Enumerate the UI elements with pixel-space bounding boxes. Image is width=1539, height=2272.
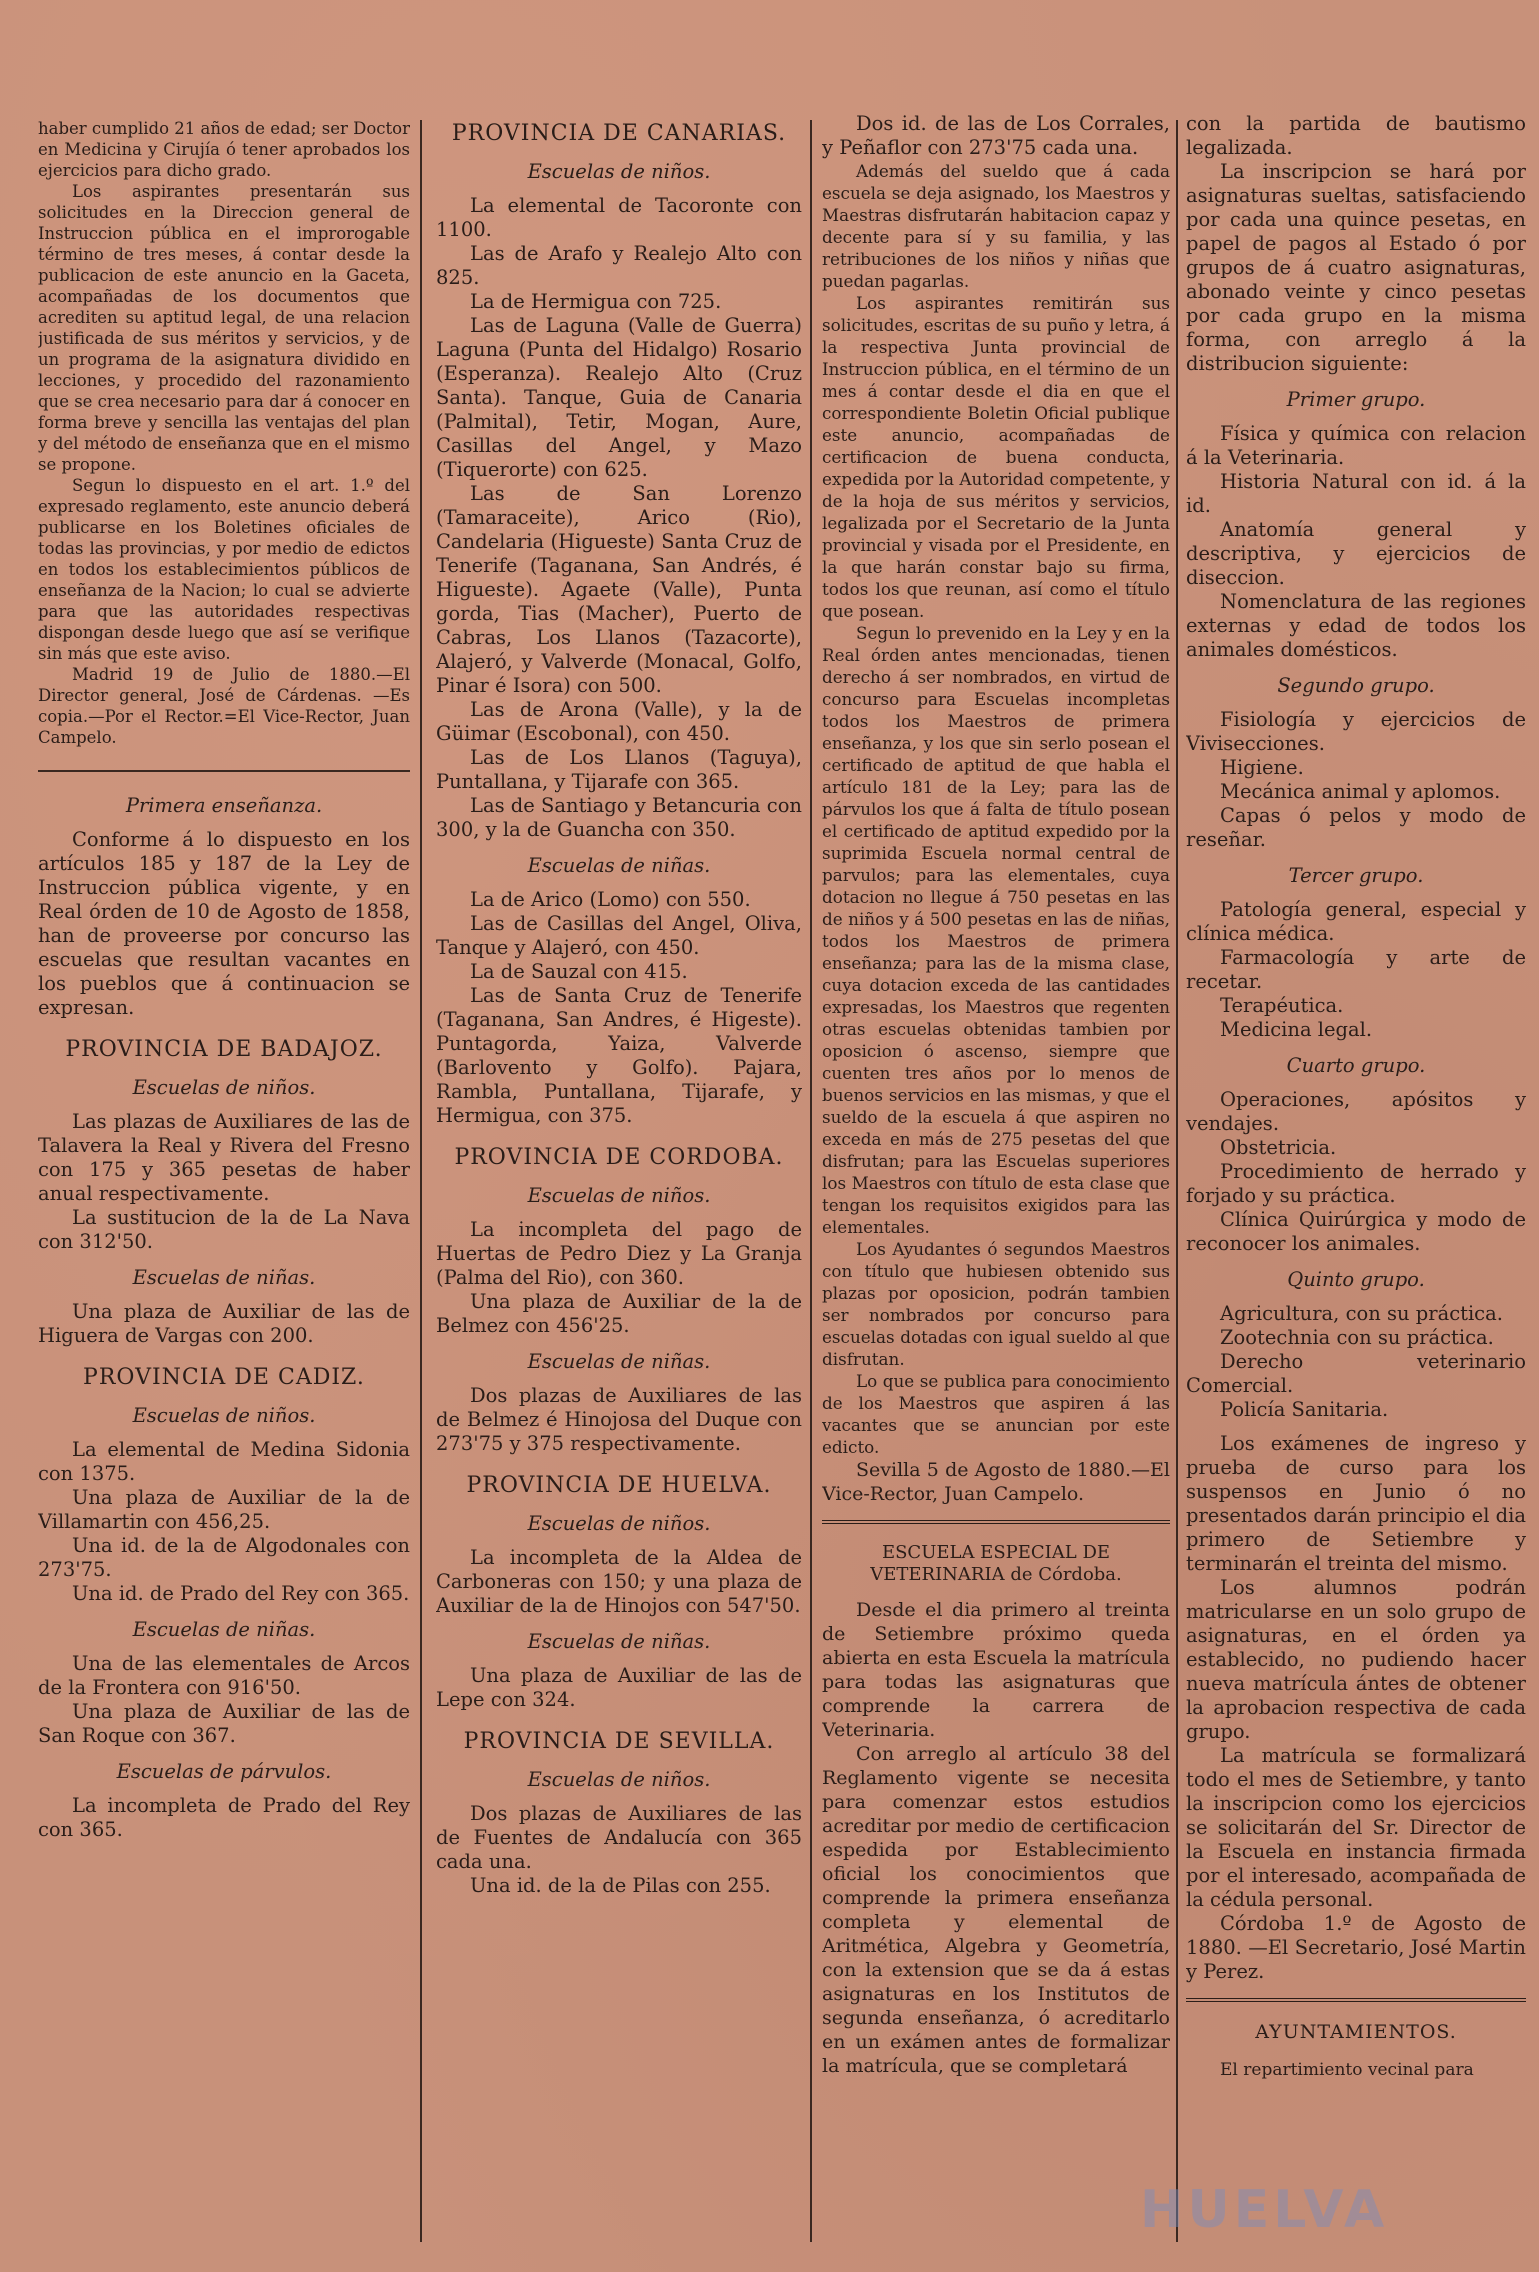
paragraph: Una id. de la de Pilas con 255. (470, 1874, 771, 1897)
paragraph: Conforme á lo dispuesto en los artículos 185 y 187 de la Ley de Instruccion pública vigente, y en Real órden de 10 de Agosto de 1858, han de proveerse por concurso las escuelas que resultan vacantes en los pueblos que á continuacion se expresan. (38, 828, 410, 1019)
signature: Córdoba 1.º de Agosto de 1880. —El Secretario, José Martin y Perez. (1186, 1912, 1526, 1983)
paragraph: La matrícula se formalizará todo el mes de Setiembre, y tanto la inscripcion como los ejercicios se solicitarán del Sr. Director de la Escuela en instancia firmada por el interesado, acompañada de la cédula personal. (1186, 1744, 1526, 1911)
paragraph: Una plaza de Auxiliar de la de Villamartin con 456,25. (38, 1486, 410, 1533)
paragraph: La elemental de Tacoronte con 1100. (436, 194, 802, 241)
province-title: PROVINCIA DE BADAJOZ. (65, 1037, 383, 1062)
list-item: Obstetricia. (1220, 1136, 1337, 1159)
column-4 (1186, 112, 1526, 2232)
paragraph: Una id. de Prado del Rey con 365. (72, 1582, 410, 1605)
paragraph: La incompleta del pago de Huertas de Pedro Diez y La Granja (Palma del Rio), con 360. (436, 1218, 802, 1289)
group-title: Cuarto grupo. (1286, 1054, 1426, 1077)
column-rule (1176, 120, 1178, 2242)
paragraph: La inscripcion se hará por asignaturas sueltas, satisfaciendo por cada una quince pesetas, en papel de pagos al Estado ó por grupos de á cuatro asignaturas, abonado veinte y cinco pesetas por cada grupo en la misma forma, con arreglo á la distribucion siguiente: (1186, 160, 1526, 375)
paragraph: La de Arico (Lomo) con 550. (470, 888, 751, 911)
school-type: Escuelas de niños. (527, 1768, 711, 1791)
paragraph: haber cumplido 21 años de edad; ser Doctor en Medicina y Cirujía ó tener aprobados los ejercicios para dicho grado. (38, 119, 410, 180)
paragraph: Las de Arafo y Realejo Alto con 825. (436, 242, 802, 289)
list-item: Higiene. (1220, 756, 1304, 779)
province-title: PROVINCIA DE CANARIAS. (451, 121, 787, 146)
list-item: Agricultura, con su práctica. (1220, 1302, 1503, 1325)
separator (822, 1520, 1170, 1524)
paragraph: La incompleta de la Aldea de Carboneras con 150; y una plaza de Auxiliar de la de Hinojos con 547'50. (436, 1546, 802, 1617)
list-item: Procedimiento de herrado y forjado y su práctica. (1186, 1160, 1526, 1207)
paragraph: Dos id. de las de Los Corrales, y Peñaflor con 273'75 cada una. (822, 112, 1170, 159)
paragraph: Las de Santiago y Betancuria con 300, y la de Guancha con 350. (436, 794, 802, 841)
list-item: Clínica Quirúrgica y modo de reconocer los animales. (1186, 1208, 1526, 1255)
separator (1186, 1998, 1526, 2002)
paragraph: La de Sauzal con 415. (470, 960, 688, 983)
paragraph: Una de las elementales de Arcos de la Frontera con 916'50. (38, 1652, 410, 1699)
paragraph: Las plazas de Auxiliares de las de Talavera la Real y Rivera del Fresno con 175 y 365 pesetas de haber anual respectivamente. (38, 1110, 410, 1205)
list-item: Zootechnia con su práctica. (1220, 1326, 1494, 1349)
section-subtitle: Primera enseñanza. (125, 794, 323, 817)
school-type: Escuelas de niñas. (527, 1630, 711, 1653)
paragraph: Las de San Lorenzo (Tamaraceite), Arico (Rio), Candelaria (Higueste) Santa Cruz de Tenerife (Taganana, San Andrés, é Higueste). Agaete (Valle), Punta gorda, Tias (Macher), Puerto de Cabras, Los Llanos (Tazacorte), Alajeró, y Valverde (Monacal, Golfo, Pinar é Isora) con 500. (436, 482, 802, 697)
paragraph: Una id. de la de Algodonales con 273'75. (38, 1534, 410, 1581)
province-title: PROVINCIA DE SEVILLA. (463, 1729, 775, 1754)
column-rule (420, 120, 422, 2242)
list-item: Farmacología y arte de recetar. (1186, 946, 1526, 993)
signature: Sevilla 5 de Agosto de 1880.—El Vice-Rector, Juan Campelo. (822, 1459, 1170, 1505)
paragraph: Los aspirantes remitirán sus solicitudes, escritas de su puño y letra, á la respectiva Junta provincial de Instruccion pública, en el término de un mes á contar desde el dia en que el correspondiente Boletin Oficial publique este anuncio, acompañadas de certificacion de buena conducta, expedida por la Autoridad competente, y de la hoja de sus méritos y servicios, legalizada por el Secretario de la Junta provincial y visada por el Presidente, en la que harán constar bajo su firma, todos los que reunan, así como el título que posean. (822, 293, 1170, 621)
province-title: PROVINCIA DE CADIZ. (83, 1365, 365, 1390)
paragraph: Además del sueldo que á cada escuela se deja asignado, los Maestros y Maestras disfrutarán habitacion capaz y decente para sí y su familia, y las retribuciones de los niños y niñas que puedan pagarlas. (822, 161, 1170, 291)
paragraph: La sustitucion de la de La Nava con 312'50. (38, 1206, 410, 1253)
school-type: Escuelas de niñas. (132, 1618, 316, 1641)
school-type: Escuelas de niñas. (132, 1266, 316, 1289)
paragraph: La elemental de Medina Sidonia con 1375. (38, 1438, 410, 1485)
paragraph: Las de Santa Cruz de Tenerife (Taganana, San Andres, é Higeste). Puntagorda, Yaiza, Valverde (Barlovento y Golfo). Pajara, Rambla, Puntallana, Tijarafe, y Hermigua, con 375. (436, 984, 802, 1127)
signature: Madrid 19 de Julio de 1880.—El Director general, José de Cárdenas. —Es copia.—Por el Rector.=El Vice-Rector, Juan Campelo. (38, 665, 410, 747)
school-type: Escuelas de niños. (527, 160, 711, 183)
paragraph: con la partida de bautismo legalizada. (1186, 112, 1526, 159)
list-item: Nomenclatura de las regiones externas y edad de todos los animales domésticos. (1186, 590, 1526, 661)
group-title: Segundo grupo. (1277, 674, 1435, 697)
list-item: Operaciones, apósitos y vendajes. (1186, 1088, 1526, 1135)
paragraph: Lo que se publica para conocimiento de los Maestros que aspiren á las vacantes que se anuncian por este edicto. (822, 1371, 1170, 1457)
paragraph: Una plaza de Auxiliar de la de Belmez con 456'25. (436, 1290, 802, 1337)
list-item: Medicina legal. (1220, 1018, 1373, 1041)
paragraph: Segun lo prevenido en la Ley y en la Real órden antes mencionadas, tienen derecho á ser nombrados, en virtud de concurso para Escuelas incompletas todos los Maestros de primera enseñanza, y los que sin serlo posean el certificado de aptitud de que habla el artículo 181 de la Ley; para las de párvulos los que á falta de título posean el certificado de aptitud expedido por la suprimida Escuela normal central de parvulos; para las elementales, cuya dotacion no llegue á 750 pesetas en las de niños y á 500 pesetas en las de niñas, todos los Maestros de primera enseñanza; para las de la misma clase, cuya dotacion exceda de las cantidades expresadas, los Maestros que regenten otras escuelas obtenidas tambien por oposicion ó ascenso, siempre que cuenten tres años por lo menos de buenos servicios en las mismas, y que el sueldo de la escuela á que aspiren no exceda en más de 275 pesetas del que disfrutan; para las Escuelas superiores los Maestros con título de esta clase que tengan los requisitos exigidos para las elementales. (822, 623, 1170, 1237)
separator (38, 770, 410, 772)
section-title: AYUNTAMIENTOS. (1255, 2021, 1457, 2043)
paragraph: El repartimiento vecinal para (1220, 2060, 1474, 2080)
paragraph: Los exámenes de ingreso y prueba de curso para los suspensos en Junio ó no presentados darán principio el dia primero de Setiembre y terminarán el treinta del mismo. (1186, 1432, 1526, 1575)
school-type: Escuelas de niñas. (527, 854, 711, 877)
column-3 (822, 112, 1170, 2232)
paragraph: Desde el dia primero al treinta de Setiembre próximo queda abierta en esta Escuela la matrícula para todas las asignaturas que comprende la carrera de Veterinaria. (822, 1599, 1170, 1741)
list-item: Historia Natural con id. á la id. (1186, 470, 1526, 517)
list-item: Capas ó pelos y modo de reseñar. (1186, 804, 1526, 851)
school-type: Escuelas de niños. (527, 1512, 711, 1535)
province-title: PROVINCIA DE HUELVA. (466, 1473, 772, 1498)
paragraph: Dos plazas de Auxiliares de las de Fuentes de Andalucía con 365 cada una. (436, 1802, 802, 1873)
paragraph: Con arreglo al artículo 38 del Reglamento vigente se necesita para comenzar estos estudios acreditar por medio de certificacion espedida por Establecimiento oficial los conocimientos que comprende la primera enseñanza completa y elemental de Aritmética, Algebra y Geometría, con la extension que se da á estas asignaturas en los Institutos de segunda enseñanza, ó acreditarlo en un exámen antes de formalizar la matrícula, que se completará (822, 1743, 1170, 2077)
list-item: Policía Sanitaria. (1220, 1398, 1389, 1421)
paragraph: Una plaza de Auxiliar de las de Higuera de Vargas con 200. (38, 1300, 410, 1347)
column-2 (436, 118, 802, 2232)
column-1 (38, 118, 410, 2232)
list-item: Anatomía general y descriptiva, y ejercicios de diseccion. (1186, 518, 1526, 589)
list-item: Derecho veterinario Comercial. (1186, 1350, 1526, 1397)
group-title: Primer grupo. (1286, 388, 1426, 411)
paragraph: Segun lo dispuesto en el art. 1.º del expresado reglamento, este anuncio deberá publicarse en los Boletines oficiales de todas las provincias, y por medio de edictos en todos los establecimientos públicos de enseñanza de la Nacion; lo cual se advierte para que las autoridades respectivas dispongan desde luego que así se verifique sin más que este aviso. (38, 476, 410, 663)
group-title: Quinto grupo. (1287, 1268, 1425, 1291)
list-item: Física y química con relacion á la Veterinaria. (1186, 422, 1526, 469)
school-type: Escuelas de niños. (132, 1404, 316, 1427)
paragraph: Una plaza de Auxiliar de las de Lepe con 324. (436, 1664, 802, 1711)
list-item: Fisiología y ejercicios de Vivisecciones. (1186, 708, 1526, 755)
archive-watermark: HUELVA (1140, 2180, 1389, 2240)
paragraph: Las de Casillas del Angel, Oliva, Tanque y Alajeró, con 450. (436, 912, 802, 959)
paragraph: La de Hermigua con 725. (470, 290, 722, 313)
paragraph: Una plaza de Auxiliar de las de San Roque con 367. (38, 1700, 410, 1747)
column-rule (810, 120, 812, 2242)
section-title: ESCUELA ESPECIAL DE VETERINARIA de Córdoba. (870, 1542, 1122, 1585)
school-type: Escuelas de niños. (132, 1076, 316, 1099)
province-title: PROVINCIA DE CORDOBA. (454, 1145, 784, 1170)
list-item: Patología general, especial y clínica médica. (1186, 898, 1526, 945)
paragraph: Las de Laguna (Valle de Guerra) Laguna (Punta del Hidalgo) Rosario (Esperanza). Realejo Alto (Cruz Santa). Tanque, Guia de Canaria (Palmital), Tetir, Mogan, Aure, Casillas del Angel, y Mazo (Tiquerorte) con 625. (436, 314, 802, 481)
paragraph: Los alumnos podrán matricularse en un solo grupo de asignaturas, en el órden ya establecido, no pudiendo hacer nueva matrícula ántes de obtener la aprobacion respectiva de cada grupo. (1186, 1576, 1526, 1743)
school-type: Escuelas de niños. (527, 1184, 711, 1207)
paragraph: La incompleta de Prado del Rey con 365. (38, 1794, 410, 1841)
paragraph: Los Ayudantes ó segundos Maestros con título que hubiesen obtenido sus plazas por oposicion, podrán tambien ser nombrados por concurso para escuelas dotadas con igual sueldo al que disfrutan. (822, 1239, 1170, 1369)
list-item: Mecánica animal y aplomos. (1220, 780, 1501, 803)
paragraph: Dos plazas de Auxiliares de las de Belmez é Hinojosa del Duque con 273'75 y 375 respectivamente. (436, 1384, 802, 1455)
paragraph: Las de Los Llanos (Taguya), Puntallana, y Tijarafe con 365. (436, 746, 802, 793)
paragraph: Las de Arona (Valle), y la de Güimar (Escobonal), con 450. (436, 698, 802, 745)
school-type: Escuelas de niñas. (527, 1350, 711, 1373)
school-type: Escuelas de párvulos. (116, 1760, 332, 1783)
paragraph: Los aspirantes presentarán sus solicitudes en la Direccion general de Instruccion pública en el improrogable término de tres meses, á contar desde la publicacion de este anuncio en la Gaceta, acompañadas de los documentos que acrediten su aptitud legal, de una relacion justificada de sus méritos y servicios, y de un programa de la asignatura dividido en lecciones, y procedido del razonamiento que se crea necesario para dar á conocer en forma breve y sencilla las ventajas del plan y del método de enseñanza que en el mismo se propone. (38, 182, 410, 474)
group-title: Tercer grupo. (1288, 864, 1424, 887)
list-item: Terapéutica. (1220, 994, 1344, 1017)
